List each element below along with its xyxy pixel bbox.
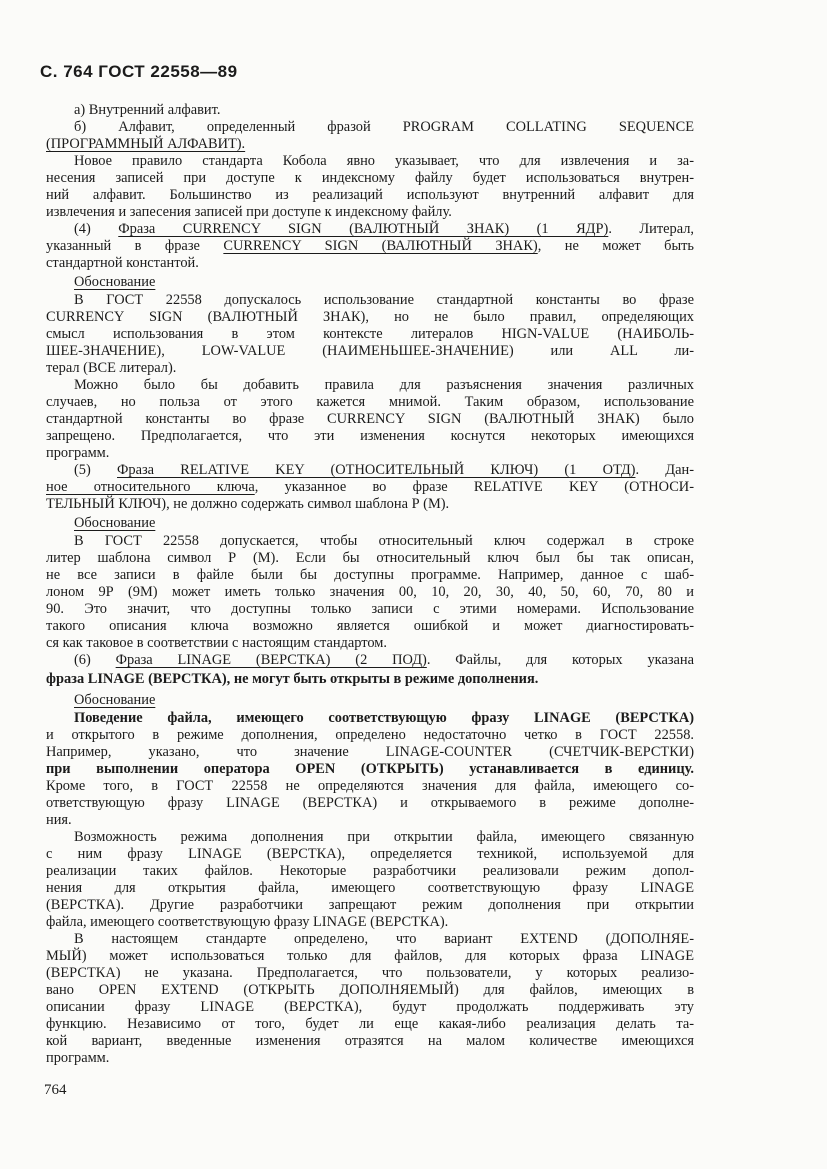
text-line: Обоснование — [74, 692, 156, 708]
text-line: запрещено. Предполагается, что эти изменения коснутся некоторых имеющихся — [46, 428, 694, 444]
text-line: 90. Это значит, что доступны только записи с этими номерами. Использование — [46, 601, 694, 617]
text-line: и открытого в режиме дополнения, определено недостаточно четко в ГОСТ 22558. — [46, 727, 694, 743]
text-line: программ. — [46, 445, 110, 461]
text-line: извлечения и запесения записей при доступе к индексному файлу. — [46, 204, 452, 220]
text-line: ний алфавит. Большинство из реализаций используют внутренний алфавит для — [46, 187, 694, 203]
text-line: ния. — [46, 812, 72, 828]
text-line: при выполнении оператора OPEN (ОТКРЫТЬ) устанавливается в единицу. — [46, 761, 694, 777]
text-line: несения записей при доступе к индексному файлу будет использоваться внутрен- — [46, 170, 694, 186]
text-line: В ГОСТ 22558 допускалось использование стандартной константы во фразе — [74, 292, 694, 308]
text-line: (ВЕРСТКА) не указана. Предполагается, что пользователи, у которых реализо- — [46, 965, 694, 981]
text-line: CURRENCY SIGN (ВАЛЮТНЫЙ ЗНАК), но не было правил, определяющих — [46, 309, 694, 325]
text-line: Новое правило стандарта Кобола явно указывает, что для извлечения и за- — [74, 153, 694, 169]
text-line: программ. — [46, 1050, 110, 1066]
text-line: лоном 9Р (9М) может иметь только значения 00, 10, 20, 30, 40, 50, 60, 70, 80 и — [46, 584, 694, 600]
page-header: С. 764 ГОСТ 22558—89 — [40, 62, 238, 81]
text-line: Например, указано, что значение LINAGE-COUNTER (СЧЕТЧИК-ВЕРСТКИ) — [46, 744, 694, 760]
text-line: стандартной константы во фразе CURRENCY SIGN (ВАЛЮТНЫЙ ЗНАК) было — [46, 411, 694, 427]
text-line: В настоящем стандарте определено, что вариант EXTEND (ДОПОЛНЯЕ- — [74, 931, 694, 947]
text-line: ся как таковое в соответствии с настоящим стандартом. — [46, 635, 387, 651]
text-line: (4) Фраза CURRENCY SIGN (ВАЛЮТНЫЙ ЗНАК) (1 ЯДР). Литерал, — [74, 221, 695, 237]
text-line: ШЕЕ-ЗНАЧЕНИЕ), LOW-VALUE (НАИМЕНЬШЕЕ-ЗНАЧЕНИЕ) или ALL ли- — [46, 343, 694, 359]
text-line: Обоснование — [74, 274, 156, 290]
text-line: а) Внутренний алфавит. — [74, 102, 221, 118]
text-line: терал (ВСЕ литерал). — [46, 360, 177, 376]
text-line: Возможность режима дополнения при открытии файла, имеющего связанную — [74, 829, 694, 845]
text-line: б) Алфавит, определенный фразой PROGRAM COLLATING SEQUENCE — [74, 119, 694, 135]
text-line: вано OPEN EXTEND (ОТКРЫТЬ ДОПОЛНЯЕМЫЙ) для файлов, имеющих в — [46, 982, 694, 998]
text-line: указанный в фразе CURRENCY SIGN (ВАЛЮТНЫЙ ЗНАК), не может быть — [46, 238, 694, 254]
text-line: ответствующую фразу LINAGE (ВЕРСТКА) и открываемого в режиме дополне- — [46, 795, 694, 811]
text-line: В ГОСТ 22558 допускается, чтобы относительный ключ содержал в строке — [74, 533, 694, 549]
text-line: (5) Фраза RELATIVE KEY (ОТНОСИТЕЛЬНЫЙ КЛЮЧ) (1 ОТД). Дан- — [74, 462, 694, 478]
text-line: файла, имеющего соответствующую фразу LINAGE (ВЕРСТКА). — [46, 914, 449, 930]
text-line: функцию. Независимо от того, будет ли еще какая-либо реализация делать та- — [46, 1016, 694, 1032]
text-line: МЫЙ) может использоваться только для файлов, для которых фраза LINAGE — [46, 948, 694, 964]
text-line: Обоснование — [74, 515, 156, 531]
text-line: ТЕЛЬНЫЙ КЛЮЧ), не должно содержать символ шаблона Р (М). — [46, 496, 450, 512]
text-line: кой вариант, введенные изменения отразятся на малом количестве имеющихся — [46, 1033, 694, 1049]
text-line: описании фразу LINAGE (ВЕРСТКА), будут продолжать поддерживать эту — [46, 999, 694, 1015]
text-line: литер шаблона символ Р (М). Если бы относительный ключ был бы так описан, — [46, 550, 694, 566]
text-line: фраза LINAGE (ВЕРСТКА), не могут быть открыты в режиме дополнения. — [46, 671, 539, 687]
text-line: нения для открытия файла, имеющего соответствующую фразу LINAGE — [46, 880, 694, 896]
text-line: ное относительного ключа, указанное во фразе RELATIVE KEY (ОТНОСИ- — [46, 479, 694, 495]
text-line: не все записи в файле были бы доступны программе. Например, данное с шаб- — [46, 567, 694, 583]
text-line: Можно было бы добавить правила для разъяснения значения различных — [74, 377, 694, 393]
text-line: смысл использования в этом контексте литералов HIGN-VALUE (НАИБОЛЬ- — [46, 326, 694, 342]
text-line: (6) Фраза LINAGE (ВЕРСТКА) (2 ПОД). Файлы, для которых указана — [74, 652, 694, 668]
page-number: 764 — [44, 1082, 67, 1098]
text-line: такого описания ключа возможно является ошибкой и может диагностировать- — [46, 618, 694, 634]
text-line: стандартной константой. — [46, 255, 199, 271]
text-line: с ним фразу LINAGE (ВЕРСТКА), определяется техникой, используемой для — [46, 846, 694, 862]
text-line: Кроме того, в ГОСТ 22558 не определяются значения для файла, имеющего со- — [46, 778, 694, 794]
text-line: Поведение файла, имеющего соответствующую фразу LINAGE (ВЕРСТКА) — [74, 710, 694, 726]
text-line: (ПРОГРАММНЫЙ АЛФАВИТ). — [46, 136, 246, 152]
text-line: (ВЕРСТКА). Другие разработчики запрещают режим дополнения при открытии — [46, 897, 694, 913]
text-line: случаев, но польза от этого кажется мнимой. Таким образом, использование — [46, 394, 694, 410]
text-line: реализации таких файлов. Некоторые разработчики реализовали режим допол- — [46, 863, 694, 879]
